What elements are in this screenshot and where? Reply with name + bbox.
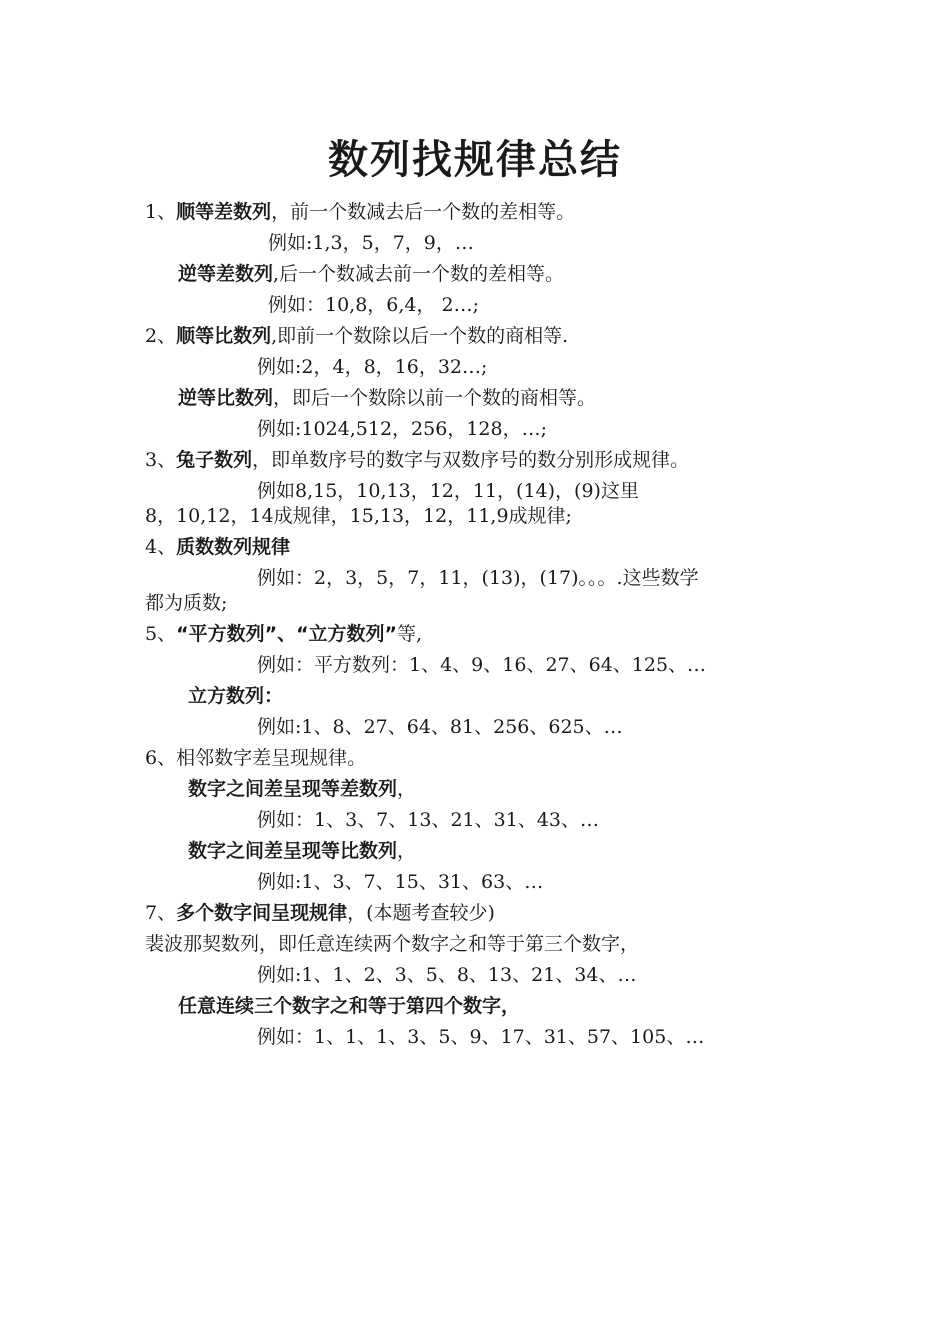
- text-line: [257, 353, 910, 381]
- line-text: 例如:1、1、2、3、5、8、13、21、34、…: [257, 964, 637, 986]
- text-line: [178, 992, 910, 1020]
- bold-term: 多个数字间呈现规律: [176, 902, 348, 924]
- text-line: [145, 322, 910, 350]
- text-line: [145, 930, 910, 958]
- bold-term: 任意连续三个数字之和等于第四个数字，: [178, 995, 521, 1017]
- item-number: 1、: [145, 201, 177, 223]
- line-text: ,后一个数减去前一个数的差相等。: [273, 263, 565, 285]
- text-line: [188, 682, 910, 710]
- item-number: 6、: [145, 747, 177, 769]
- item-number: 7、: [145, 902, 177, 924]
- line-text: 例如：平方数列：1、4、9、16、27、64、125、…: [257, 654, 707, 676]
- text-line: [188, 775, 910, 803]
- item-number: 4、: [145, 536, 177, 558]
- text-line: [268, 229, 910, 257]
- line-text: 裴波那契数列，即任意连续两个数字之和等于第三个数字，: [145, 933, 640, 955]
- line-text: ，前一个数减去后一个数的差相等。: [271, 201, 576, 223]
- line-text: 例如8,15，10,13，12，11，(14)，(9)这里: [257, 480, 639, 502]
- line-text: ，: [397, 840, 417, 862]
- line-text: 等,: [397, 623, 423, 645]
- text-line: [257, 477, 910, 505]
- text-line: [257, 713, 910, 741]
- line-text: 例如:1,3，5，7，9，…: [268, 232, 474, 254]
- line-text: 例如:1024,512，256，128，…;: [257, 418, 547, 440]
- bold-term: 质数数列规律: [176, 536, 291, 558]
- bold-term: 兔子数列: [176, 449, 253, 471]
- text-line: [268, 291, 910, 319]
- line-text: 例如：2，3，5，7，11，(13)，(17)。。。.这些数学: [257, 567, 699, 589]
- line-text: ，(本题考查较少): [347, 902, 495, 924]
- bold-term: 数字之间差呈现等差数列: [188, 778, 398, 800]
- line-text: 例如：1、3、7、13、21、31、43、…: [257, 809, 599, 831]
- text-line: [145, 620, 910, 648]
- item-number: 5、: [145, 623, 177, 645]
- item-number: 3、: [145, 449, 177, 471]
- line-text: 8，10,12，14成规律，15,13，12，11,9成规律;: [145, 505, 572, 527]
- text-line: [257, 651, 910, 679]
- bold-term: 立方数列：: [188, 685, 284, 707]
- line-text: 例如：1、1、1、3、5、9、17、31、57、105、…: [257, 1026, 705, 1048]
- bold-term: 逆等差数列: [178, 263, 274, 285]
- line-text: 相邻数字差呈现规律。: [176, 747, 367, 769]
- line-text: ，即后一个数除以前一个数的商相等。: [273, 387, 597, 409]
- bold-term: 顺等比数列: [176, 325, 272, 347]
- item-number: 2、: [145, 325, 177, 347]
- line-text: ，即单数序号的数字与双数序号的数分别形成规律。: [252, 449, 690, 471]
- bold-term: “平方数列”、“立方数列”: [176, 623, 398, 645]
- line-text: 例如:2，4，8，16，32…;: [257, 356, 488, 378]
- bold-term: 逆等比数列: [178, 387, 274, 409]
- text-line: [257, 868, 910, 896]
- text-line: [188, 837, 910, 865]
- text-line: [257, 961, 910, 989]
- line-text: 例如:1、8、27、64、81、256、625、…: [257, 716, 623, 738]
- text-line: [145, 589, 910, 617]
- text-line: [145, 744, 910, 772]
- line-text: ,即前一个数除以后一个数的商相等.: [271, 325, 569, 347]
- text-line: [257, 806, 910, 834]
- text-line: [145, 502, 910, 530]
- text-line: [145, 198, 910, 226]
- line-text: 都为质数;: [145, 592, 228, 614]
- text-line: [178, 384, 910, 412]
- bold-term: 数字之间差呈现等比数列: [188, 840, 398, 862]
- text-line: [178, 260, 910, 288]
- text-line: [257, 564, 910, 592]
- line-text: ，: [397, 778, 417, 800]
- text-line: [257, 1023, 910, 1051]
- line-text: 例如:1、3、7、15、31、63、…: [257, 871, 544, 893]
- document-title: 数列找规律总结: [328, 137, 622, 183]
- line-text: 例如：10,8，6,4， 2…;: [268, 294, 480, 316]
- bold-term: 顺等差数列: [176, 201, 272, 223]
- text-line: [257, 415, 910, 443]
- text-line: [145, 899, 910, 927]
- text-line: [145, 446, 910, 474]
- text-line: [145, 533, 910, 561]
